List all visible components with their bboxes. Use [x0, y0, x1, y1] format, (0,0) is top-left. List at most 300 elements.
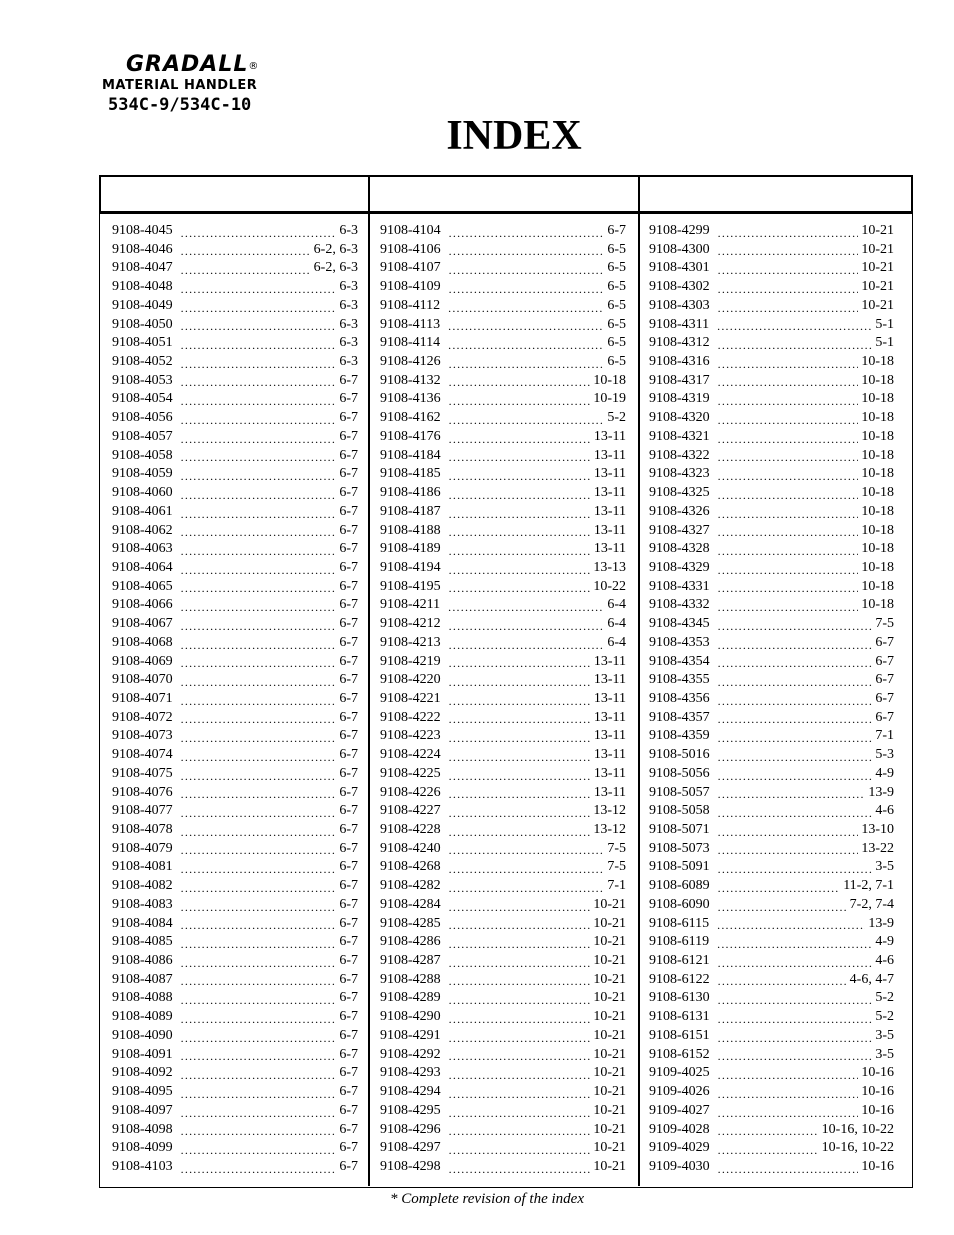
brand-name: GRADALL® — [126, 52, 260, 77]
page-reference: 10-18 — [861, 522, 894, 538]
dot-leader — [718, 1143, 819, 1158]
dot-leader — [449, 1031, 591, 1046]
dot-leader — [181, 1068, 337, 1083]
page-reference: 6-7 — [339, 597, 358, 613]
index-entry — [649, 447, 894, 466]
dot-leader — [718, 993, 873, 1008]
index-entry — [380, 503, 626, 522]
part-number: 9108-4062 — [112, 522, 173, 538]
part-number: 9108-4195 — [380, 578, 441, 594]
dot-leader — [449, 1087, 591, 1102]
page-reference: 6-7 — [875, 653, 894, 669]
page-reference: 10-22 — [593, 578, 626, 594]
part-number: 9108-4082 — [112, 878, 173, 894]
page-reference: 10-18 — [861, 578, 894, 594]
page-reference: 6-7 — [339, 1027, 358, 1043]
page-reference: 6-3 — [339, 354, 358, 370]
dot-leader — [181, 1012, 337, 1027]
page-reference: 6-7 — [339, 784, 358, 800]
index-entry — [649, 802, 894, 821]
part-number: 9108-4189 — [380, 541, 441, 557]
page-reference: 7-5 — [875, 616, 894, 632]
part-number: 9108-4086 — [112, 953, 173, 969]
dot-leader — [181, 1049, 337, 1064]
page-reference: 13-11 — [593, 428, 626, 444]
index-entry — [649, 784, 894, 803]
index-entry — [649, 596, 894, 615]
part-number: 9108-4187 — [380, 503, 441, 519]
page-reference: 10-21 — [593, 1084, 626, 1100]
dot-leader — [718, 1162, 859, 1177]
dot-leader — [449, 1012, 591, 1027]
page-reference: 7-1 — [607, 878, 626, 894]
page-reference: 6-7 — [339, 428, 358, 444]
index-entry — [380, 634, 626, 653]
dot-leader — [449, 544, 591, 559]
part-number: 9108-4290 — [380, 1009, 441, 1025]
index-entry — [649, 316, 894, 335]
page-reference: 13-11 — [593, 503, 626, 519]
page-reference: 6-5 — [607, 297, 626, 313]
part-number: 9108-4326 — [649, 503, 710, 519]
part-number: 9108-4064 — [112, 559, 173, 575]
index-entry — [380, 316, 626, 335]
index-entry — [112, 634, 358, 653]
page-reference: 10-21 — [593, 1046, 626, 1062]
dot-leader — [718, 282, 859, 297]
dot-leader — [449, 507, 591, 522]
page-reference: 5-1 — [875, 335, 894, 351]
index-entry — [649, 540, 894, 559]
part-number: 9108-4303 — [649, 297, 710, 313]
dot-leader — [449, 862, 605, 877]
dot-leader — [718, 638, 873, 653]
index-entry — [112, 1121, 358, 1140]
part-number: 9108-4188 — [380, 522, 441, 538]
index-entry — [649, 409, 894, 428]
index-entry — [649, 858, 894, 877]
part-number: 9108-4329 — [649, 559, 710, 575]
index-entry — [649, 971, 894, 990]
part-number: 9108-4298 — [380, 1158, 441, 1174]
part-number: 9108-4322 — [649, 447, 710, 463]
dot-leader — [718, 787, 866, 802]
index-entry — [380, 1102, 626, 1121]
column-divider-1 — [368, 175, 370, 1186]
part-number: 9108-4051 — [112, 335, 173, 351]
part-number: 9108-4046 — [112, 241, 173, 257]
index-entry — [380, 690, 626, 709]
part-number: 9108-4220 — [380, 672, 441, 688]
dot-leader — [181, 900, 337, 915]
part-number: 9109-4025 — [649, 1065, 710, 1081]
page-reference: 6-4 — [607, 616, 626, 632]
index-entry — [112, 877, 358, 896]
index-entry — [112, 1102, 358, 1121]
part-number: 9108-4319 — [649, 391, 710, 407]
page-reference: 6-7 — [339, 522, 358, 538]
page-reference: 6-3 — [339, 223, 358, 238]
page-reference: 4-9 — [875, 765, 894, 781]
page-reference: 6-7 — [875, 690, 894, 706]
index-entry — [112, 316, 358, 335]
dot-leader — [448, 319, 604, 334]
page-reference: 6-7 — [339, 1158, 358, 1174]
part-number: 9108-6152 — [649, 1046, 710, 1062]
part-number: 9108-4089 — [112, 1009, 173, 1025]
index-entry — [112, 858, 358, 877]
page-reference: 6-7 — [875, 672, 894, 688]
page-reference: 10-18 — [861, 466, 894, 482]
part-number: 9109-4026 — [649, 1084, 710, 1100]
page-reference: 6-7 — [339, 372, 358, 388]
dot-leader — [718, 1012, 873, 1027]
part-number: 9109-4029 — [649, 1140, 710, 1156]
part-number: 9108-4186 — [380, 485, 441, 501]
page-reference: 6-7 — [339, 747, 358, 763]
dot-leader — [449, 750, 591, 765]
page-reference: 10-16, 10-22 — [821, 1140, 894, 1156]
index-entry — [380, 653, 626, 672]
index-entry — [649, 334, 894, 353]
part-number: 9108-4056 — [112, 410, 173, 426]
part-number: 9109-4027 — [649, 1102, 710, 1118]
page-reference: 10-21 — [593, 1027, 626, 1043]
dot-leader — [449, 357, 605, 372]
page-reference: 6-7 — [339, 840, 358, 856]
index-entry — [649, 428, 894, 447]
dot-leader — [718, 226, 859, 241]
part-number: 9108-4072 — [112, 709, 173, 725]
index-entry — [112, 784, 358, 803]
index-entry — [380, 596, 626, 615]
part-number: 9108-4295 — [380, 1102, 441, 1118]
index-entry — [112, 428, 358, 447]
dot-leader — [718, 544, 859, 559]
dot-leader — [449, 638, 605, 653]
dot-leader — [181, 712, 337, 727]
dot-leader — [718, 750, 873, 765]
index-header-box — [99, 175, 913, 213]
page-reference: 10-18 — [861, 391, 894, 407]
index-entry — [380, 353, 626, 372]
page-reference: 10-21 — [593, 971, 626, 987]
part-number: 9108-5091 — [649, 859, 710, 875]
index-entry — [112, 390, 358, 409]
part-number: 9108-6122 — [649, 971, 710, 987]
dot-leader — [181, 1087, 337, 1102]
part-number: 9108-4059 — [112, 466, 173, 482]
index-entry — [649, 1027, 894, 1046]
page-reference: 6-7 — [339, 391, 358, 407]
page-reference: 6-7 — [339, 915, 358, 931]
dot-leader — [449, 1068, 591, 1083]
part-number: 9108-6131 — [649, 1009, 710, 1025]
page-reference: 10-21 — [593, 1065, 626, 1081]
index-column-2 — [380, 222, 626, 1177]
index-entry — [112, 372, 358, 391]
page-reference: 6-7 — [339, 896, 358, 912]
part-number: 9108-4098 — [112, 1121, 173, 1137]
part-number: 9108-4112 — [380, 297, 441, 313]
index-entry — [649, 578, 894, 597]
page-reference: 6-7 — [339, 934, 358, 950]
index-entry — [380, 409, 626, 428]
part-number: 9108-4045 — [112, 223, 173, 238]
page-reference: 10-18 — [861, 428, 894, 444]
part-number: 9108-5057 — [649, 784, 710, 800]
part-number: 9108-4084 — [112, 915, 173, 931]
dot-leader — [181, 937, 337, 952]
dot-leader — [718, 1049, 873, 1064]
part-number: 9108-4287 — [380, 953, 441, 969]
part-number: 9108-4357 — [649, 709, 710, 725]
dot-leader — [449, 675, 591, 690]
index-entry — [380, 765, 626, 784]
page-reference: 13-11 — [593, 747, 626, 763]
part-number: 9108-4353 — [649, 634, 710, 650]
index-entry — [380, 1139, 626, 1158]
part-number: 9108-4136 — [380, 391, 441, 407]
page-reference: 10-21 — [593, 1121, 626, 1137]
index-entry — [380, 372, 626, 391]
index-entry — [380, 952, 626, 971]
page-reference: 6-3 — [339, 297, 358, 313]
dot-leader — [181, 244, 311, 259]
index-entry — [112, 1008, 358, 1027]
index-entry — [112, 971, 358, 990]
dot-leader — [449, 263, 605, 278]
page-reference: 6-5 — [607, 241, 626, 257]
index-entry — [649, 727, 894, 746]
index-entry — [112, 1046, 358, 1065]
page-reference: 6-7 — [339, 616, 358, 632]
dot-leader — [181, 731, 337, 746]
dot-leader — [718, 525, 859, 540]
dot-leader — [449, 974, 591, 989]
part-number: 9108-5073 — [649, 840, 710, 856]
part-number: 9108-4285 — [380, 915, 441, 931]
part-number: 9108-6089 — [649, 878, 710, 894]
part-number: 9109-4030 — [649, 1158, 710, 1174]
page-reference: 6-7 — [339, 1102, 358, 1118]
dot-leader — [718, 600, 859, 615]
page-reference: 11-2, 7-1 — [843, 878, 894, 894]
page-reference: 6-7 — [339, 578, 358, 594]
page-reference: 10-21 — [593, 1158, 626, 1174]
part-number: 9108-4068 — [112, 634, 173, 650]
part-number: 9108-4065 — [112, 578, 173, 594]
index-entry — [649, 1139, 894, 1158]
page-reference: 10-16 — [861, 1102, 894, 1118]
part-number: 9108-4356 — [649, 690, 710, 706]
index-entry — [380, 1008, 626, 1027]
page-reference: 6-5 — [607, 279, 626, 295]
dot-leader — [718, 656, 873, 671]
index-entry — [380, 1064, 626, 1083]
dot-leader — [718, 900, 847, 915]
dot-leader — [181, 694, 337, 709]
dot-leader — [449, 394, 591, 409]
part-number: 9108-4297 — [380, 1140, 441, 1156]
column-divider-2 — [638, 175, 640, 1186]
dot-leader — [449, 881, 605, 896]
index-entry — [649, 821, 894, 840]
part-number: 9108-4225 — [380, 765, 441, 781]
index-entry — [112, 821, 358, 840]
index-entry — [380, 241, 626, 260]
dot-leader — [181, 394, 337, 409]
dot-leader — [449, 694, 591, 709]
dot-leader — [718, 563, 859, 578]
part-number: 9108-4213 — [380, 634, 441, 650]
dot-leader — [449, 937, 591, 952]
page-reference: 13-11 — [593, 784, 626, 800]
dot-leader — [449, 525, 591, 540]
dot-leader — [181, 263, 311, 278]
index-entry — [112, 353, 358, 372]
index-entry — [112, 746, 358, 765]
page-reference: 6-7 — [339, 1121, 358, 1137]
page-reference: 6-7 — [339, 822, 358, 837]
page-reference: 4-6 — [875, 803, 894, 819]
page-reference: 10-21 — [861, 223, 894, 238]
page-reference: 6-7 — [339, 410, 358, 426]
index-entry — [112, 727, 358, 746]
index-entry — [380, 1046, 626, 1065]
page-reference: 10-21 — [861, 241, 894, 257]
index-entry — [649, 1158, 894, 1177]
dot-leader — [718, 450, 859, 465]
page-reference: 10-18 — [861, 372, 894, 388]
index-entry — [649, 372, 894, 391]
index-entry — [380, 989, 626, 1008]
index-entry — [649, 559, 894, 578]
page-reference: 10-18 — [861, 485, 894, 501]
index-entry — [112, 709, 358, 728]
dot-leader — [181, 862, 337, 877]
page-reference: 6-7 — [339, 1046, 358, 1062]
index-entry — [112, 465, 358, 484]
page-reference: 13-11 — [593, 522, 626, 538]
page-reference: 6-7 — [339, 971, 358, 987]
index-entry — [380, 1027, 626, 1046]
page-reference: 10-18 — [861, 447, 894, 463]
index-entry — [649, 1102, 894, 1121]
part-number: 9108-4063 — [112, 541, 173, 557]
page-reference: 10-21 — [593, 953, 626, 969]
dot-leader — [449, 432, 591, 447]
part-number: 9108-4223 — [380, 728, 441, 744]
page-reference: 13-11 — [593, 728, 626, 744]
page-reference: 13-9 — [868, 915, 894, 931]
index-entry — [649, 933, 894, 952]
page-reference: 3-5 — [875, 859, 894, 875]
page-reference: 10-16, 10-22 — [821, 1121, 894, 1137]
dot-leader — [718, 1106, 859, 1121]
part-number: 9108-4176 — [380, 428, 441, 444]
index-entry — [649, 746, 894, 765]
dot-leader — [449, 375, 591, 390]
dot-leader — [181, 656, 337, 671]
part-number: 9108-4286 — [380, 934, 441, 950]
dot-leader — [181, 769, 337, 784]
part-number: 9108-5016 — [649, 747, 710, 763]
part-number: 9108-4345 — [649, 616, 710, 632]
index-entry — [649, 241, 894, 260]
index-entry — [112, 896, 358, 915]
index-entry — [649, 390, 894, 409]
index-entry — [649, 353, 894, 372]
index-entry — [380, 615, 626, 634]
page-reference: 10-21 — [861, 297, 894, 313]
part-number: 9108-4240 — [380, 840, 441, 856]
part-number: 9108-4355 — [649, 672, 710, 688]
dot-leader — [449, 918, 591, 933]
index-entry — [112, 653, 358, 672]
dot-leader — [449, 993, 591, 1008]
part-number: 9108-5071 — [649, 822, 710, 837]
page-reference: 13-12 — [593, 822, 626, 837]
part-number: 9108-4061 — [112, 503, 173, 519]
index-entry — [112, 1027, 358, 1046]
part-number: 9108-4087 — [112, 971, 173, 987]
part-number: 9108-4224 — [380, 747, 441, 763]
page-reference: 7-5 — [607, 840, 626, 856]
dot-leader — [449, 1162, 591, 1177]
page-reference: 6-3 — [339, 335, 358, 351]
part-number: 9108-4317 — [649, 372, 710, 388]
page-reference: 5-2 — [607, 410, 626, 426]
part-number: 9108-4221 — [380, 690, 441, 706]
index-entry — [112, 1139, 358, 1158]
part-number: 9108-4227 — [380, 803, 441, 819]
dot-leader — [718, 469, 859, 484]
part-number: 9108-4048 — [112, 279, 173, 295]
part-number: 9108-4054 — [112, 391, 173, 407]
dot-leader — [718, 1068, 859, 1083]
part-number: 9108-4085 — [112, 934, 173, 950]
page-reference: 6-7 — [339, 859, 358, 875]
part-number: 9108-4212 — [380, 616, 441, 632]
part-number: 9108-4289 — [380, 990, 441, 1006]
dot-leader — [181, 787, 337, 802]
part-number: 9108-4053 — [112, 372, 173, 388]
dot-leader — [181, 450, 337, 465]
index-entry — [112, 915, 358, 934]
index-entry — [649, 278, 894, 297]
index-entry — [112, 615, 358, 634]
page-reference: 6-7 — [339, 672, 358, 688]
part-number: 9108-4331 — [649, 578, 710, 594]
part-number: 9108-4076 — [112, 784, 173, 800]
part-number: 9108-4288 — [380, 971, 441, 987]
index-entry — [649, 896, 894, 915]
part-number: 9108-4328 — [649, 541, 710, 557]
index-entry — [380, 671, 626, 690]
part-number: 9108-4320 — [649, 410, 710, 426]
part-number: 9108-4325 — [649, 485, 710, 501]
index-entry — [112, 596, 358, 615]
dot-leader — [181, 956, 337, 971]
page-reference: 10-18 — [861, 410, 894, 426]
dot-leader — [181, 638, 337, 653]
dot-leader — [718, 956, 873, 971]
index-entry — [380, 578, 626, 597]
page-reference: 6-5 — [607, 354, 626, 370]
dot-leader — [449, 282, 605, 297]
part-number: 9108-4354 — [649, 653, 710, 669]
